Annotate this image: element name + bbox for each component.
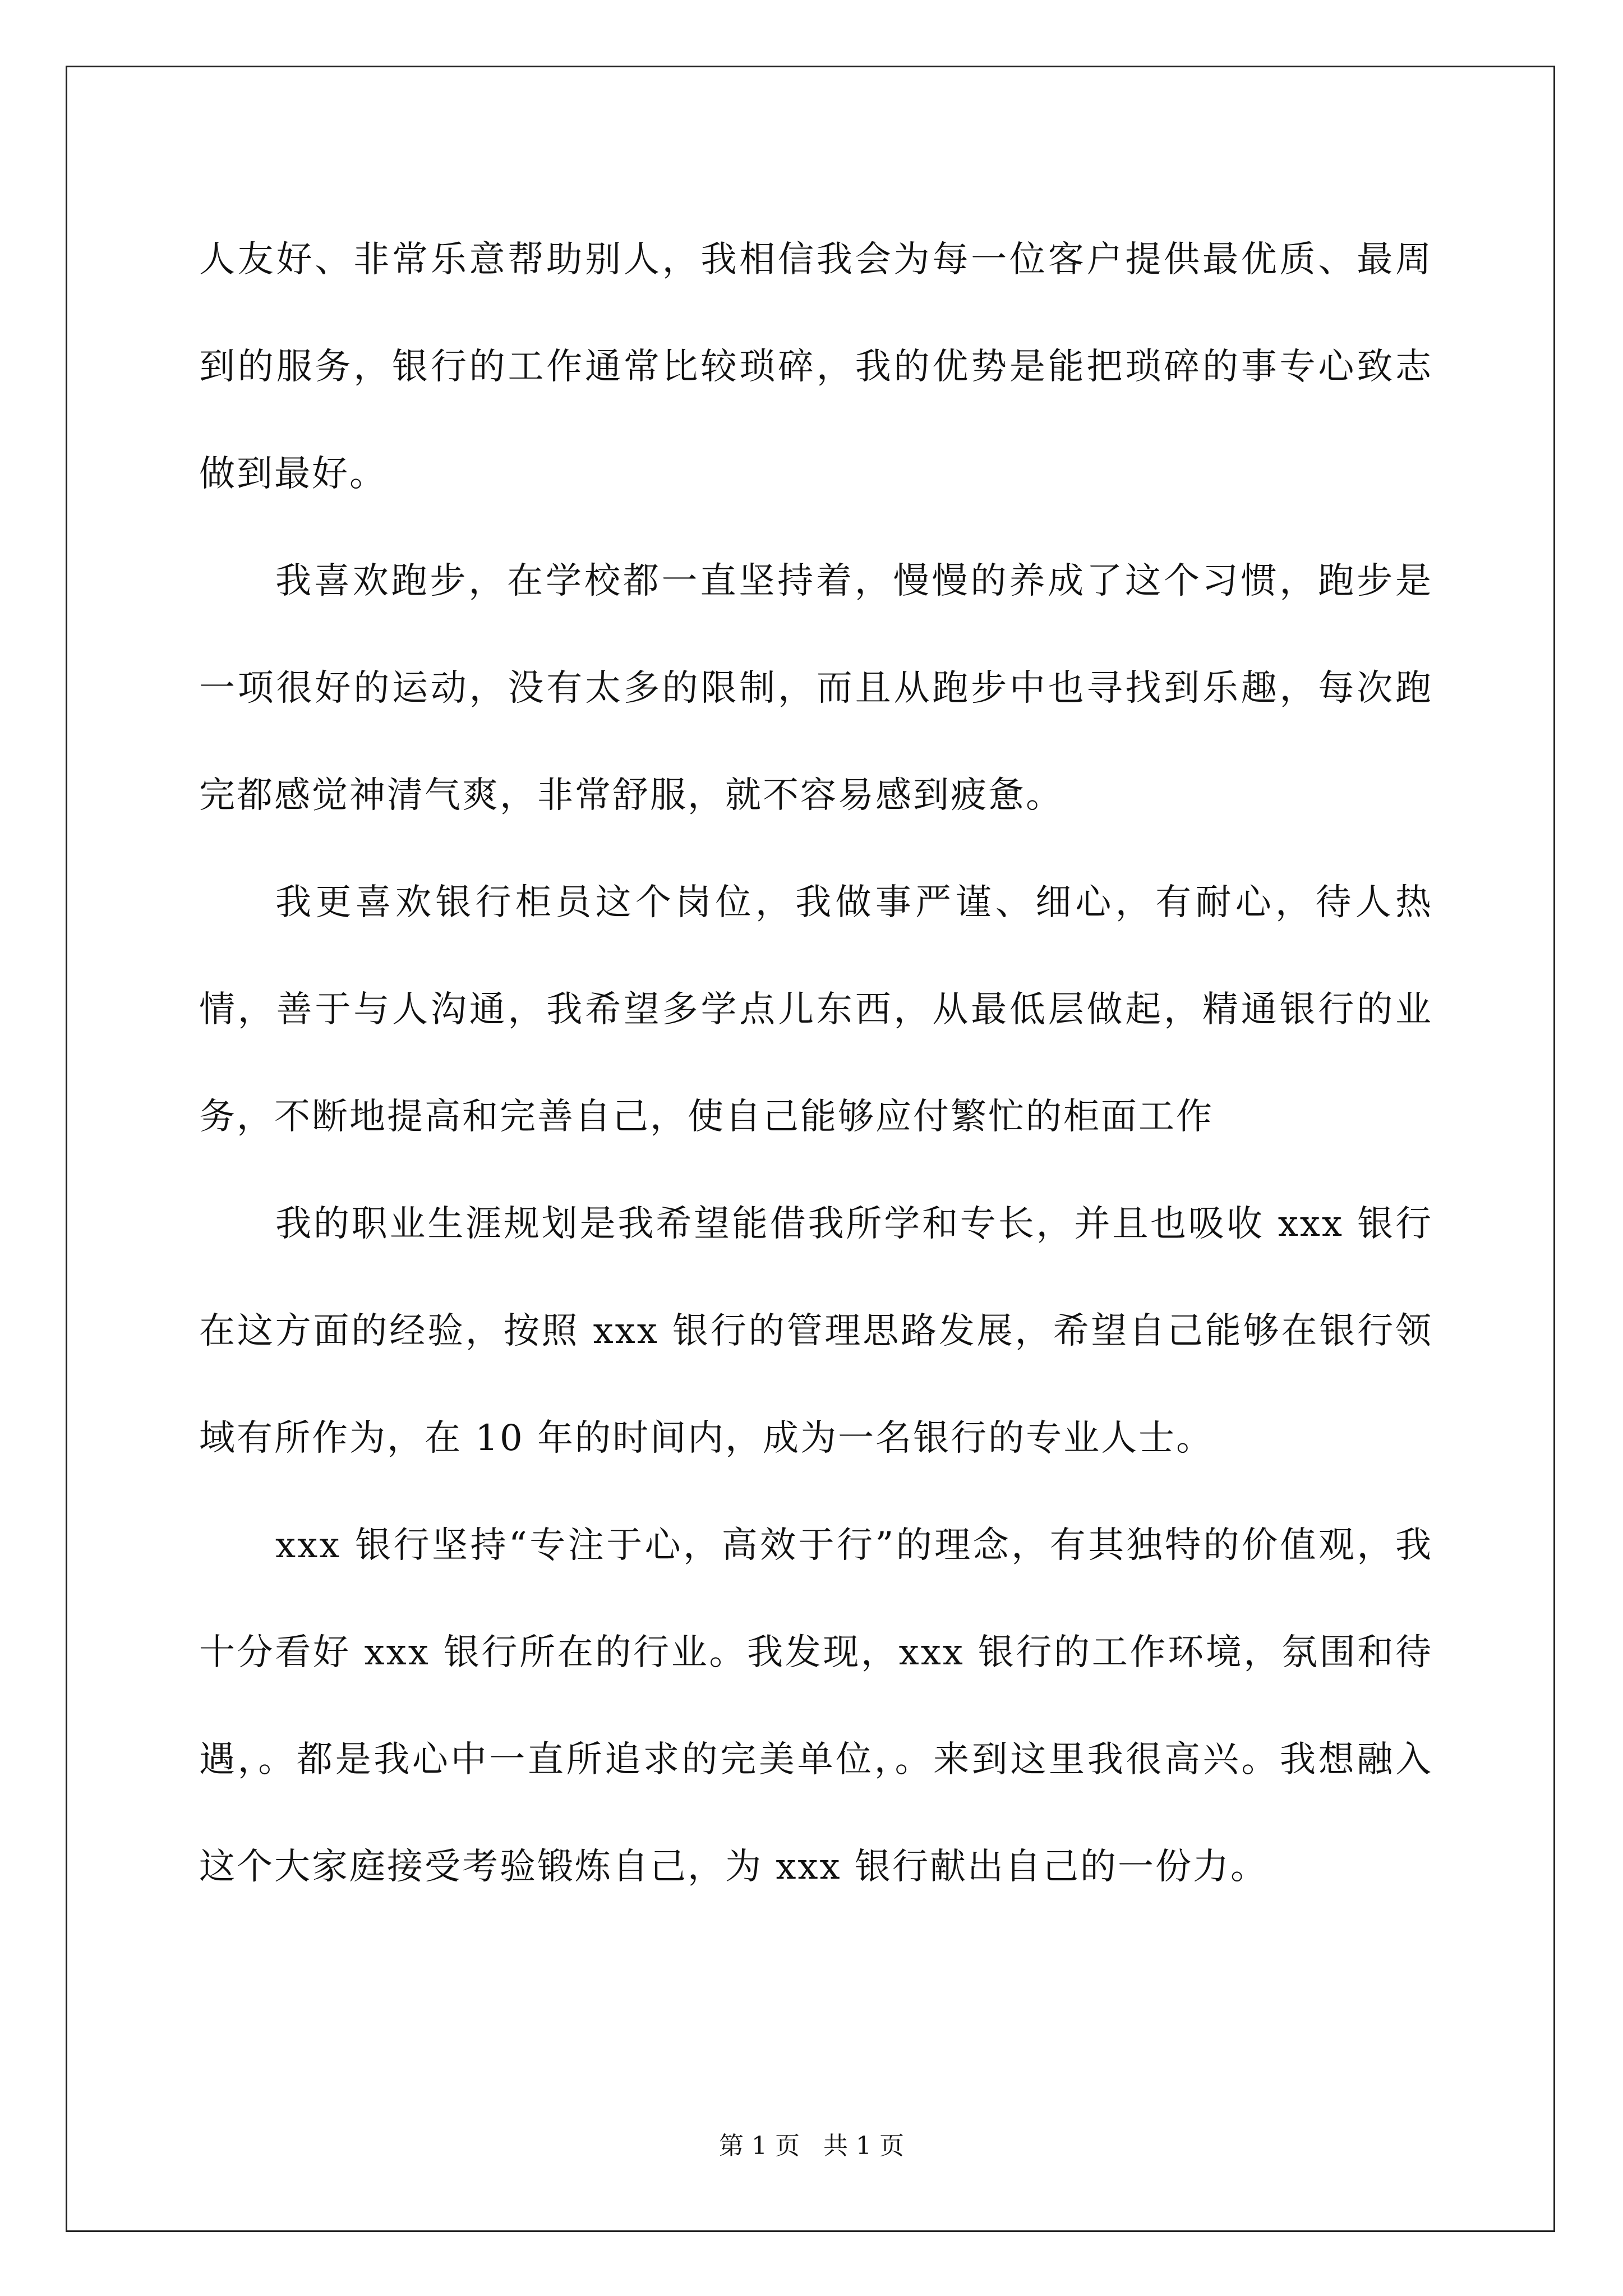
paragraph-5: xxx 银行坚持“专注于心，高效于行”的理念，有其独特的价值观，我十分看好 xxx 银行所在的行业。我发现，xxx 银行的工作环境，氛围和待遇，。都是我心中一直所追求的完美单位，。来到这里我很高兴。我想融入这个大家庭接受考验锻炼自己，为 xxx 银行献出自己的一份力。: [199, 1525, 1433, 1888]
paragraph-2: 我喜欢跑步，在学校都一直坚持着，慢慢的养成了这个习惯，跑步是一项很好的运动，没有太多的限制，而且从跑步中也寻找到乐趣，每次跑完都感觉神清气爽，非常舒服，就不容易感到疲惫。: [199, 560, 1433, 816]
page-total: 共 1 页: [823, 2132, 904, 2160]
page-footer: [0, 2131, 1623, 2162]
page-number: 第 1 页: [719, 2132, 800, 2160]
paragraph-4: 我的职业生涯规划是我希望能借我所学和专长，并且也吸收 xxx 银行在这方面的经验，按照 xxx 银行的管理思路发展，希望自己能够在银行领域有所作为，在 10 年的时间内，成为一名银行的专业人士。: [199, 1203, 1433, 1459]
paragraph-1: 人友好、非常乐意帮助别人，我相信我会为每一位客户提供最优质、最周到的服务，银行的工作通常比较琐碎，我的优势是能把琐碎的事专心致志做到最好。: [199, 239, 1433, 495]
paragraph-3: 我更喜欢银行柜员这个岗位，我做事严谨、细心，有耐心，待人热情，善于与人沟通，我希望多学点儿东西，从最低层做起，精通银行的业务，不断地提高和完善自己，使自己能够应付繁忙的柜面工作: [199, 882, 1433, 1138]
document-body: [199, 206, 1433, 1921]
